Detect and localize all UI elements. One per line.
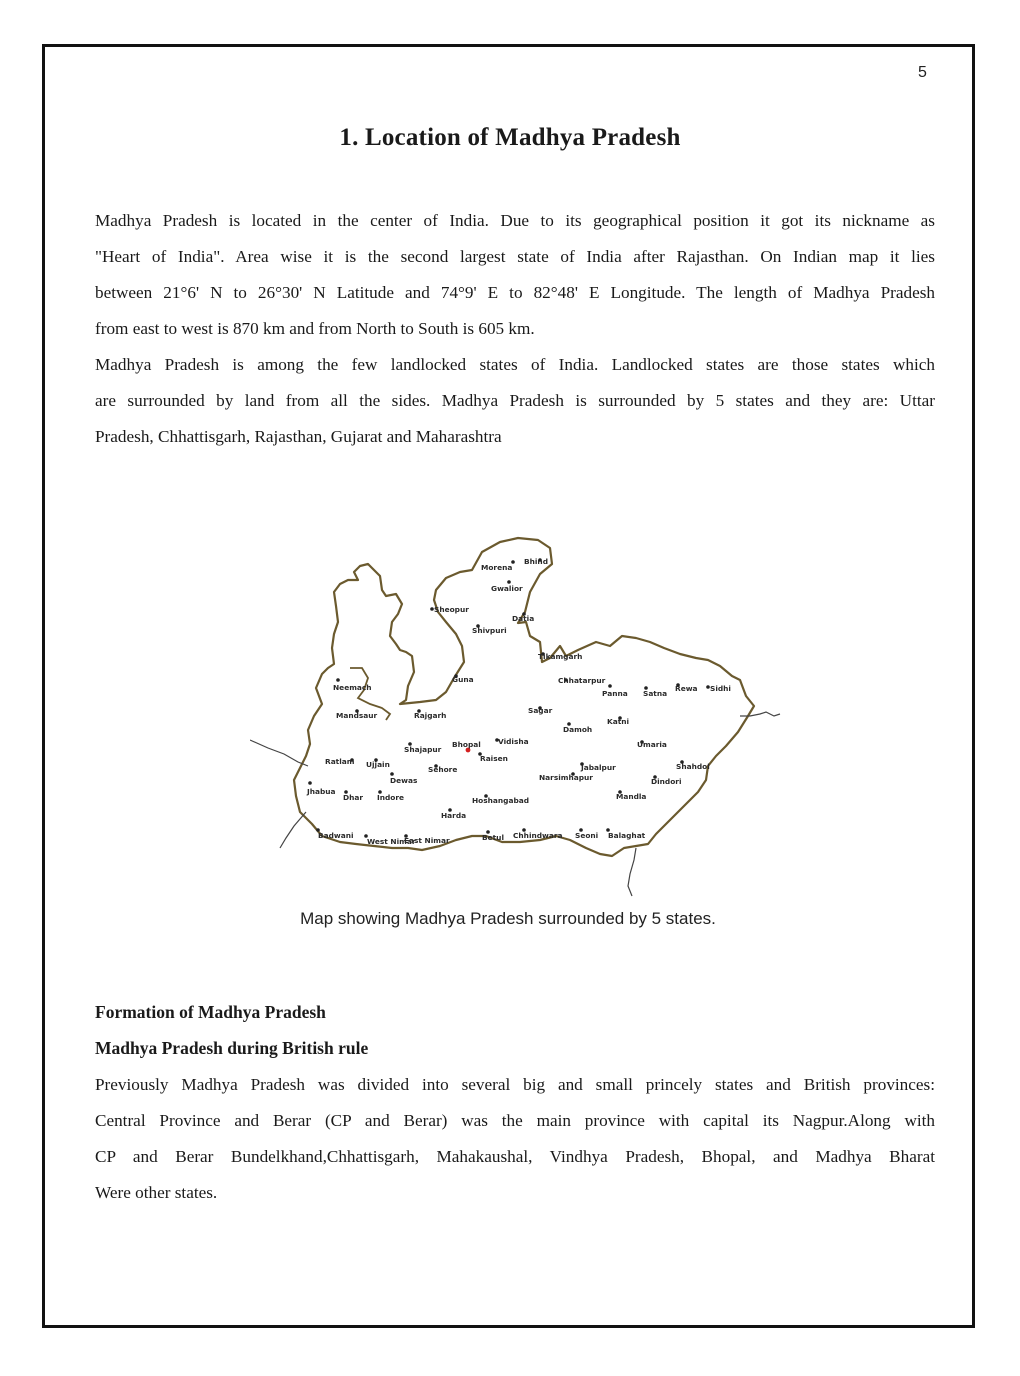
formation-paragraph xyxy=(95,1067,935,1211)
city-label-harda: Harda xyxy=(441,811,467,820)
formation-line: Central Province and Berar (CP and Berar) was the main province with capital its Nagpur.Along with xyxy=(95,1111,935,1130)
city-label-jabalpur: Jabalpur xyxy=(581,763,616,772)
border-line-south xyxy=(628,848,636,896)
city-label-betul: Betul xyxy=(482,833,504,842)
madhya-pradesh-map xyxy=(250,518,790,903)
border-line-west xyxy=(250,740,308,766)
city-label-jhabua: Jhabua xyxy=(307,787,336,796)
city-dot xyxy=(308,781,312,785)
intro-paragraph-2 xyxy=(95,347,935,455)
city-label-neemach: Neemach xyxy=(333,683,372,692)
city-label-rewa: Rewa xyxy=(675,684,698,693)
city-label-katni: Katni xyxy=(607,717,630,726)
city-label-sehore: Sehore xyxy=(428,765,458,774)
city-label-panna: Panna xyxy=(602,689,628,698)
border-line-east xyxy=(740,712,780,716)
page-title: 1. Location of Madhya Pradesh xyxy=(339,124,681,151)
city-dot xyxy=(336,678,340,682)
border-line-southwest xyxy=(280,812,306,848)
intro-line: are surrounded by land from all the sides. Madhya Pradesh is surrounded by 5 states and they are: Uttar xyxy=(95,391,935,410)
city-label-sagar: Sagar xyxy=(528,706,553,715)
city-label-dewas: Dewas xyxy=(390,776,418,785)
city-label-umaria: Umaria xyxy=(637,740,667,749)
formation-line: Were other states. xyxy=(95,1183,218,1202)
city-label-badwani: Badwani xyxy=(318,831,354,840)
city-label-mandsaur: Mandsaur xyxy=(336,711,378,720)
city-label-vidisha: Vidisha xyxy=(498,737,529,746)
city-label-shahdol: Shahdol xyxy=(676,762,710,771)
city-label-satna: Satna xyxy=(643,689,668,698)
formation-line: CP and Berar Bundelkhand,Chhattisgarh, Mahakaushal, Vindhya Pradesh, Bhopal, and Madhya Bharat xyxy=(95,1147,935,1166)
city-label-bhopal: Bhopal xyxy=(452,740,481,749)
section-heading: Formation of Madhya Pradesh xyxy=(95,1002,326,1022)
city-label-damoh: Damoh xyxy=(563,725,593,734)
city-label-narsimhapur: Narsimhapur xyxy=(539,773,593,782)
city-label-gwalior: Gwalior xyxy=(491,584,523,593)
page-number: 5 xyxy=(918,64,927,81)
intro-line: between 21°6' N to 26°30' N Latitude and 74°9' E to 82°48' E Longitude. The length of Madhya Pradesh xyxy=(95,283,935,302)
city-label-bhind: Bhind xyxy=(524,557,548,566)
city-label-raisen: Raisen xyxy=(480,754,508,763)
formation-line: Previously Madhya Pradesh was divided into several big and small princely states and British provinces: xyxy=(95,1075,935,1094)
city-dot xyxy=(608,684,612,688)
intro-line: Madhya Pradesh is among the few landlocked states of India. Landlocked states are those states which xyxy=(95,355,935,374)
city-label-balaghat: Balaghat xyxy=(608,831,646,840)
intro-paragraph-1 xyxy=(95,203,935,347)
city-label-west-nimar: West Nimar xyxy=(367,837,416,846)
city-labels xyxy=(306,557,731,846)
map-figure xyxy=(250,518,790,903)
city-label-seoni: Seoni xyxy=(575,831,599,840)
state-outline xyxy=(294,538,754,856)
city-label-chhatarpur: Chhatarpur xyxy=(558,676,606,685)
city-label-shajapur: Shajapur xyxy=(404,745,442,754)
city-label-datia: Datia xyxy=(512,614,535,623)
map-caption: Map showing Madhya Pradesh surrounded by 5 states. xyxy=(300,909,716,928)
city-label-dhar: Dhar xyxy=(343,793,364,802)
city-label-shivpuri: Shivpuri xyxy=(472,626,507,635)
city-label-ujjain: Ujjain xyxy=(366,760,390,769)
intro-line: Pradesh, Chhattisgarh, Rajasthan, Gujarat and Maharashtra xyxy=(95,427,502,446)
city-label-indore: Indore xyxy=(377,793,405,802)
intro-line: from east to west is 870 km and from North to South is 605 km. xyxy=(95,319,535,338)
city-label-morena: Morena xyxy=(481,563,513,572)
city-label-guna: Guna xyxy=(452,675,474,684)
city-label-hoshangabad: Hoshangabad xyxy=(472,796,530,805)
city-label-rajgarh: Rajgarh xyxy=(414,711,447,720)
section-subheading: Madhya Pradesh during British rule xyxy=(95,1038,369,1058)
city-label-ratlam: Ratlam xyxy=(325,757,355,766)
city-label-mandla: Mandla xyxy=(616,792,647,801)
intro-line: Madhya Pradesh is located in the center of India. Due to its geographical position it got its nickname as xyxy=(95,211,935,230)
city-label-sidhi: Sidhi xyxy=(710,684,731,693)
city-label-east-nimar: East Nimar xyxy=(404,836,450,845)
city-label-chhindwara: Chhindwara xyxy=(513,831,563,840)
city-label-dindori: Dindori xyxy=(651,777,682,786)
city-label-sheopur: Sheopur xyxy=(434,605,469,614)
city-label-tikamgarh: Tikamgarh xyxy=(538,652,583,661)
intro-line: "Heart of India". Area wise it is the second largest state of India after Rajasthan. On Indian map it lies xyxy=(95,247,935,266)
